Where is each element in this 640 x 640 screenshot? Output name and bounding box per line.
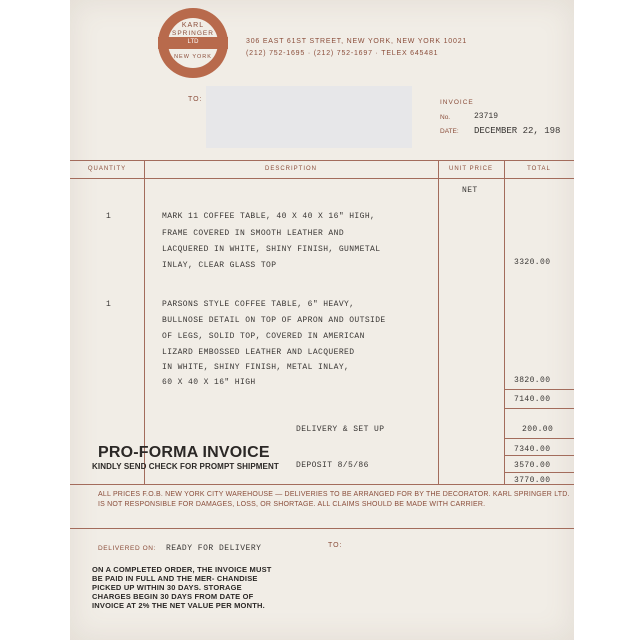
subtotal-amount: 7140.00: [514, 395, 551, 404]
logo-bottom-text: NEW YORK: [174, 54, 212, 60]
company-phones: (212) 752-1695 · (212) 752-1697 · TELEX 645481: [246, 50, 439, 57]
delivered-on-value: READY FOR DELIVERY: [166, 544, 262, 553]
item-description-line: PARSONS STYLE COFFEE TABLE, 6" HEAVY,: [162, 300, 355, 309]
payment-terms-stamp: ON A COMPLETED ORDER, THE INVOICE MUST BE PAID IN FULL AND THE MER- CHANDISE PICKED UP WITHIN 30 DAYS. STORAGE CHARGES BEGIN 30 DAYS FROM DATE OF INVOICE AT 2% THE NET VALUE PER MONTH.: [92, 565, 272, 610]
invoice-date: DECEMBER 22, 198: [474, 126, 561, 136]
logo-name-text: SPRINGER: [172, 30, 214, 37]
item-total: 3320.00: [514, 258, 551, 267]
column-header-total: TOTAL: [527, 166, 551, 172]
redacted-address: [206, 86, 412, 148]
proforma-title: PRO-FORMA INVOICE: [98, 444, 270, 461]
invoice-label: INVOICE: [440, 99, 474, 106]
item-description-line: MARK 11 COFFEE TABLE, 40 X 40 X 16" HIGH,: [162, 212, 376, 221]
item-description-line: 60 X 40 X 16" HIGH: [162, 378, 256, 387]
table-header-rule: [70, 178, 574, 179]
invoice-date-label: DATE:: [440, 128, 459, 135]
proforma-subtitle: KINDLY SEND CHECK FOR PROMPT SHIPMENT: [92, 462, 279, 471]
item-description-line: BULLNOSE DETAIL ON TOP OF APRON AND OUTSIDE: [162, 316, 386, 325]
unit-price-net-note: NET: [462, 186, 478, 195]
total-with-delivery: 7340.00: [514, 445, 551, 454]
total-rule: [504, 455, 574, 456]
logo-mid-text: LTD: [187, 39, 199, 45]
invoice-number-label: No.: [440, 114, 451, 121]
deposit-label: DEPOSIT 8/5/86: [296, 461, 369, 470]
total-rule: [504, 408, 574, 409]
ship-to-label: TO:: [328, 542, 343, 549]
item-qty: 1: [106, 212, 112, 221]
terms-text: ALL PRICES F.O.B. NEW YORK CITY WAREHOUSE — DELIVERIES TO BE ARRANGED FOR BY THE DECORATOR. KARL SPRINGER LTD. IS NOT RESPONSIBLE FOR DAMAGES, LOSS, OR SHORTAGE. ALL CLAIMS SHOULD BE MADE WITH CARRIER.: [98, 491, 570, 508]
bill-to-label: TO:: [188, 96, 203, 103]
deposit-amount: 3570.00: [514, 461, 551, 470]
balance-due: 3770.00: [514, 476, 551, 485]
col-divider-unit: [504, 160, 505, 484]
total-rule: [504, 389, 574, 390]
table-top-rule: [70, 160, 574, 161]
company-logo: [158, 8, 228, 78]
item-description-line: OF LEGS, SOLID TOP, COVERED IN AMERICAN: [162, 332, 365, 341]
col-divider-desc: [438, 160, 439, 484]
invoice-document: [70, 0, 574, 640]
item-total: 3820.00: [514, 376, 551, 385]
invoice-number: 23719: [474, 112, 499, 121]
total-rule: [504, 438, 574, 439]
logo-top-text: KARL: [181, 22, 205, 29]
delivered-on-label: DELIVERED ON:: [98, 545, 157, 552]
col-divider-qty: [144, 160, 145, 484]
section-rule: [70, 528, 574, 529]
item-description-line: LACQUERED IN WHITE, SHINY FINISH, GUNMETAL: [162, 245, 381, 254]
delivery-amount: 200.00: [522, 425, 554, 434]
column-header-unit-price: UNIT PRICE: [449, 166, 493, 172]
item-qty: 1: [106, 300, 112, 309]
item-description-line: LIZARD EMBOSSED LEATHER AND LACQUERED: [162, 348, 355, 357]
column-header-description: DESCRIPTION: [264, 166, 317, 172]
item-description-line: INLAY, CLEAR GLASS TOP: [162, 261, 277, 270]
company-address: 306 EAST 61ST STREET, NEW YORK, NEW YORK 10021: [246, 38, 468, 45]
table-bottom-rule: [70, 484, 574, 485]
item-description-line: IN WHITE, SHINY FINISH, METAL INLAY,: [162, 363, 350, 372]
delivery-label: DELIVERY & SET UP: [296, 425, 385, 434]
column-header-quantity: QUANTITY: [87, 166, 127, 172]
total-rule: [504, 472, 574, 473]
item-description-line: FRAME COVERED IN SMOOTH LEATHER AND: [162, 229, 345, 238]
